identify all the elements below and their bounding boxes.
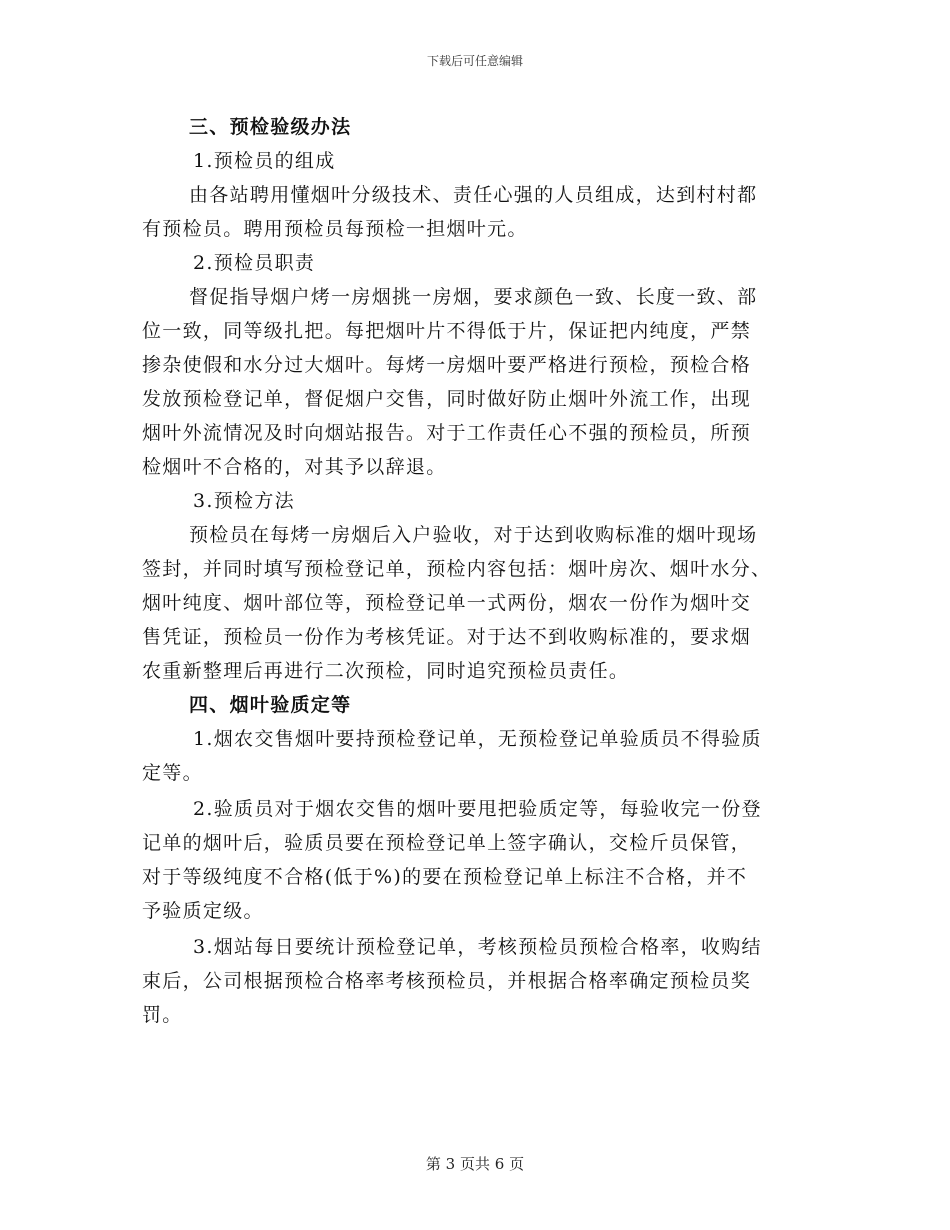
paragraph-line: 予验质定级。: [142, 900, 264, 922]
paragraph-line: 1.烟农交售烟叶要持预检登记单，无预检登记单验质员不得验质: [193, 728, 762, 750]
paragraph-line: 定等。: [142, 762, 203, 784]
paragraph-line: 售凭证，预检员一份作为考核凭证。对于达不到收购标准的，要求烟: [142, 626, 752, 648]
subheading-3-3: 3.预检方法: [193, 490, 295, 512]
paragraph-line: 由各站聘用懂烟叶分级技术、责任心强的人员组成，达到村村都: [189, 184, 758, 206]
paragraph-line: 农重新整理后再进行二次预检，同时追究预检员责任。: [142, 660, 630, 682]
paragraph-line: 预检员在每烤一房烟后入户验收，对于达到收购标准的烟叶现场: [189, 524, 758, 546]
paragraph-line: 对于等级纯度不合格(低于%)的要在预检登记单上标注不合格，并不: [142, 866, 748, 888]
paragraph-line: 烟叶外流情况及时向烟站报告。对于工作责任心不强的预检员，所预: [142, 422, 752, 444]
subheading-3-1: 1.预检员的组成: [193, 150, 336, 172]
paragraph-line: 签封，并同时填写预检登记单，预检内容包括：烟叶房次、烟叶水分、: [142, 558, 772, 580]
paragraph-line: 检烟叶不合格的，对其予以辞退。: [142, 456, 447, 478]
section-heading-4: 四、烟叶验质定等: [189, 694, 352, 716]
paragraph-line: 记单的烟叶后，验质员要在预检登记单上签字确认，交检斤员保管，: [142, 832, 752, 854]
paragraph-line: 束后，公司根据预检合格率考核预检员，并根据合格率确定预检员奖: [142, 970, 752, 992]
paragraph-line: 位一致，同等级扎把。每把烟叶片不得低于片，保证把内纯度，严禁: [142, 320, 752, 342]
subheading-3-2: 2.预检员职责: [193, 252, 316, 274]
document-body: [142, 110, 802, 1032]
page-header: 下载后可任意编辑: [426, 54, 523, 68]
section-heading-3: 三、预检验级办法: [189, 116, 352, 138]
paragraph-line: 掺杂使假和水分过大烟叶。每烤一房烟叶要严格进行预检，预检合格: [142, 354, 752, 376]
paragraph-line: 发放预检登记单，督促烟户交售，同时做好防止烟叶外流工作，出现: [142, 388, 752, 410]
paragraph-line: 督促指导烟户烤一房烟挑一房烟，要求颜色一致、长度一致、部: [189, 286, 758, 308]
page-number: 第 3 页共 6 页: [425, 1155, 525, 1173]
paragraph-line: 2.验质员对于烟农交售的烟叶要甩把验质定等，每验收完一份登: [193, 798, 762, 820]
paragraph-line: 有预检员。聘用预检员每预检一担烟叶元。: [142, 218, 528, 240]
paragraph-line: 3.烟站每日要统计预检登记单，考核预检员预检合格率，收购结: [193, 936, 762, 958]
paragraph-line: 烟叶纯度、烟叶部位等，预检登记单一式两份，烟农一份作为烟叶交: [142, 592, 752, 614]
paragraph-line: 罚。: [142, 1004, 183, 1026]
